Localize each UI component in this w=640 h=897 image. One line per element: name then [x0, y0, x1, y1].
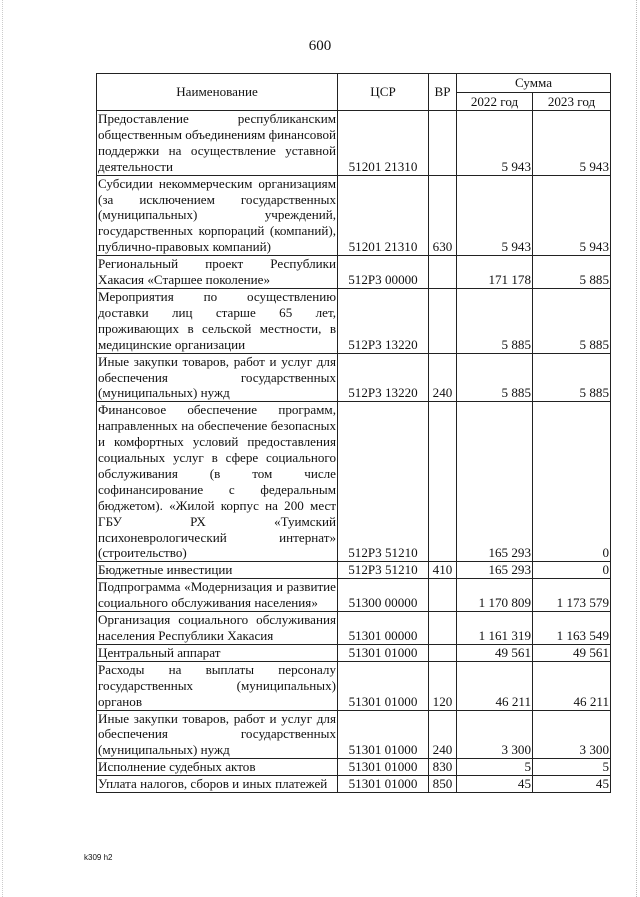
- row-2023: 49 561: [533, 644, 611, 661]
- row-vr: [429, 644, 457, 661]
- row-name: Региональный проект Республики Хакасия «Старшее поколение»: [98, 256, 336, 288]
- header-year-2022: 2022 год: [457, 93, 533, 111]
- footer-code: k309 h2: [84, 853, 113, 862]
- row-name: Предоставление республиканским общественным объединениям финансовой поддержки на осуществление уставной деятельности: [98, 111, 336, 174]
- row-csr: 51301 01000: [338, 644, 429, 661]
- row-vr: 240: [429, 353, 457, 402]
- row-2022: 49 561: [457, 644, 533, 661]
- row-csr: 51300 00000: [338, 579, 429, 612]
- row-csr: 51301 01000: [338, 759, 429, 776]
- row-2023: 0: [533, 402, 611, 562]
- row-name: Подпрограмма «Модернизация и развитие социального обслуживания населения»: [98, 579, 336, 611]
- table-header: [97, 74, 611, 111]
- table-row: [97, 353, 611, 402]
- row-vr: 410: [429, 562, 457, 579]
- row-vr: [429, 612, 457, 645]
- row-csr: 51301 01000: [338, 776, 429, 793]
- row-2022: 5 943: [457, 111, 533, 176]
- row-vr: [429, 111, 457, 176]
- row-vr: 830: [429, 759, 457, 776]
- row-2023: 5 885: [533, 288, 611, 353]
- header-sum: Сумма: [457, 74, 611, 93]
- row-csr: 512P3 51210: [338, 402, 429, 562]
- table-body: [97, 111, 611, 793]
- row-csr: 51201 21310: [338, 175, 429, 256]
- row-vr: 850: [429, 776, 457, 793]
- row-name: Исполнение судебных актов: [97, 759, 338, 776]
- row-name: Субсидии некоммерческим организациям (за исключением государственных (муниципальных) учреждений, государственных корпораций (компаний), публично-правовых компаний): [98, 175, 336, 255]
- row-name: Иные закупки товаров, работ и услуг для обеспечения государственных (муниципальных) нужд: [98, 353, 336, 401]
- row-2023: 1 173 579: [533, 579, 611, 612]
- table-row: [97, 759, 611, 776]
- row-csr: 512P3 51210: [338, 562, 429, 579]
- table-row: [97, 111, 611, 176]
- row-csr: 512P3 13220: [338, 288, 429, 353]
- row-name: Уплата налогов, сборов и иных платежей: [97, 776, 338, 793]
- row-name: Центральный аппарат: [97, 644, 338, 661]
- row-2022: 171 178: [457, 256, 533, 289]
- row-csr: 51301 01000: [338, 661, 429, 710]
- row-name: Финансовое обеспечение программ, направленных на обеспечение безопасных и комфортных условий предоставления социальных услуг в сфере социального обслуживания (в том числе софинансирование с федеральным бюджетом). «Жилой корпус на 200 мест ГБУ РХ «Туимский психоневрологический интернат» (строительство): [98, 402, 336, 561]
- row-csr: 51301 00000: [338, 612, 429, 645]
- row-2023: 0: [533, 562, 611, 579]
- header-vr: ВР: [429, 74, 457, 111]
- budget-table: [96, 73, 611, 793]
- row-2022: 1 161 319: [457, 612, 533, 645]
- row-vr: 240: [429, 710, 457, 759]
- row-2022: 5 943: [457, 175, 533, 256]
- row-vr: [429, 288, 457, 353]
- table-row: [97, 612, 611, 645]
- row-2023: 46 211: [533, 661, 611, 710]
- row-2022: 1 170 809: [457, 579, 533, 612]
- row-2022: 45: [457, 776, 533, 793]
- table-row: [97, 776, 611, 793]
- row-2023: 5 885: [533, 353, 611, 402]
- scan-edge-right: [635, 0, 637, 897]
- row-2022: 3 300: [457, 710, 533, 759]
- row-vr: [429, 579, 457, 612]
- row-csr: 512P3 13220: [338, 353, 429, 402]
- row-csr: 51301 01000: [338, 710, 429, 759]
- table-row: [97, 710, 611, 759]
- row-vr: 120: [429, 661, 457, 710]
- table-row: [97, 579, 611, 612]
- table-row: [97, 661, 611, 710]
- header-year-2023: 2023 год: [533, 93, 611, 111]
- table-row: [97, 288, 611, 353]
- table-row: [97, 175, 611, 256]
- row-name: Иные закупки товаров, работ и услуг для обеспечения государственных (муниципальных) нужд: [98, 710, 336, 758]
- header-csr: ЦСР: [338, 74, 429, 111]
- row-2023: 3 300: [533, 710, 611, 759]
- scan-edge-left: [2, 0, 4, 897]
- row-2023: 1 163 549: [533, 612, 611, 645]
- row-name: Бюджетные инвестиции: [97, 562, 338, 579]
- row-2022: 46 211: [457, 661, 533, 710]
- row-2023: 5 885: [533, 256, 611, 289]
- row-2022: 165 293: [457, 562, 533, 579]
- header-name: Наименование: [97, 74, 338, 111]
- page-number: 600: [308, 38, 332, 54]
- row-vr: [429, 256, 457, 289]
- row-2022: 5 885: [457, 288, 533, 353]
- row-csr: 51201 21310: [338, 111, 429, 176]
- row-2023: 45: [533, 776, 611, 793]
- table-row: [97, 402, 611, 562]
- table-row: [97, 256, 611, 289]
- row-2023: 5: [533, 759, 611, 776]
- row-vr: [429, 402, 457, 562]
- row-name: Организация социального обслуживания населения Республики Хакасия: [98, 612, 336, 643]
- row-name: Расходы на выплаты персоналу государственных (муниципальных) органов: [98, 661, 336, 709]
- row-2023: 5 943: [533, 175, 611, 256]
- row-csr: 512P3 00000: [338, 256, 429, 289]
- row-2022: 5 885: [457, 353, 533, 402]
- row-vr: 630: [429, 175, 457, 256]
- row-name: Мероприятия по осуществлению доставки лиц старше 65 лет, проживающих в сельской местности, в медицинские организации: [98, 288, 336, 352]
- row-2022: 5: [457, 759, 533, 776]
- table-row: [97, 562, 611, 579]
- row-2022: 165 293: [457, 402, 533, 562]
- row-2023: 5 943: [533, 111, 611, 176]
- table-row: [97, 644, 611, 661]
